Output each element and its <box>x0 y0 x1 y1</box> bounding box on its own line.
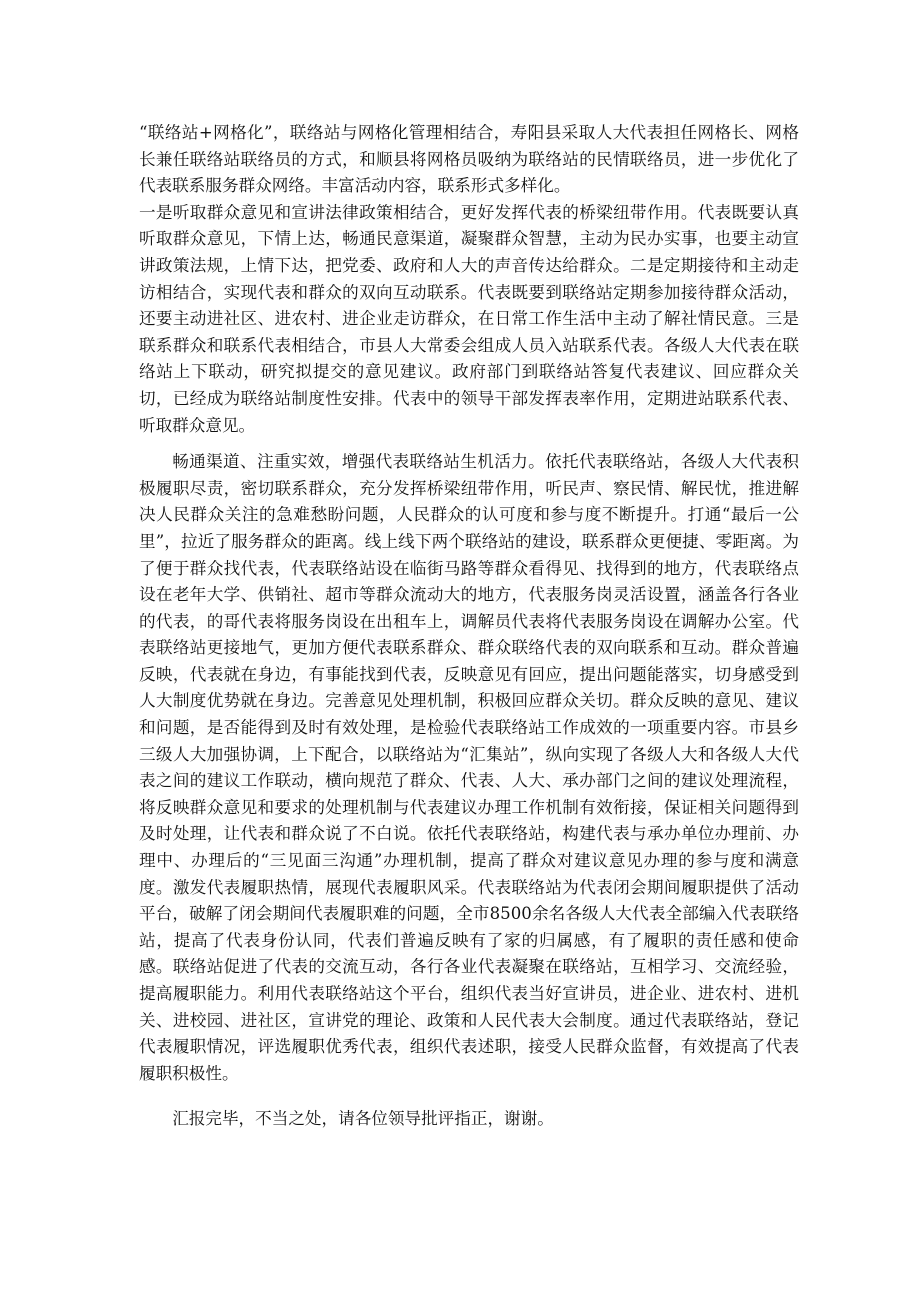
paragraph-activity-forms: 一是听取群众意见和宣讲法律政策相结合，更好发挥代表的桥梁纽带作用。代表既要认真听取群众意见，下情上达，畅通民意渠道，凝聚群众智慧，主动为民办实事，也要主动宣讲政策法规，上情下达，把党委、政府和人大的声音传达给群众。二是定期接待和主动走访相结合，实现代表和群众的双向互动联系。代表既要到联络站定期参加接待群众活动，还要主动进社区、进农村、进企业走访群众，在日常工作生活中主动了解社情民意。三是联系群众和联系代表相结合，市县人大常委会组成人员入站联系代表。各级人大代表在联络站上下联动，研究拟提交的意见建议。政府部门到联络站答复代表建议、回应群众关切，已经成为联络站制度性安排。代表中的领导干部发挥表率作用，定期进站联系代表、听取群众意见。 <box>139 202 799 435</box>
paragraph-network-integration: “联络站+网格化”，联络站与网格化管理相结合，寿阳县采取人大代表担任网格长、网格长兼任联络站联络员的方式，和顺县将网格员吸纳为联络站的民情联络员，进一步优化了代表联系服务群众网络。丰富活动内容，联系形式多样化。 <box>139 123 799 196</box>
document-body <box>139 120 799 1133</box>
paragraph-closing-remarks: 汇报完毕，不当之处，请各位领导批评指正，谢谢。 <box>172 1109 554 1129</box>
paragraph-station-vitality: 畅通渠道、注重实效，增强代表联络站生机活力。依托代表联络站，各级人大代表积极履职尽责，密切联系群众，充分发挥桥梁纽带作用，听民声、察民情、解民忧，推进解决人民群众关注的急难愁盼问题，人民群众的认可度和参与度不断提升。打通“最后一公里”，拉近了服务群众的距离。线上线下两个联络站的建设，联系群众更便捷、零距离。为了便于群众找代表，代表联络站设在临街马路等群众看得见、找得到的地方，代表联络点设在老年大学、供销社、超市等群众流动大的地方，代表服务岗灵活设置，涵盖各行各业的代表，的哥代表将服务岗设在出租车上，调解员代表将代表服务岗设在调解办公室。代表联络站更接地气，更加方便代表联系群众、群众联络代表的双向联系和互动。群众普遍反映，代表就在身边，有事能找到代表，反映意见有回应，提出问题能落实，切身感受到人大制度优势就在身边。完善意见处理机制，积极回应群众关切。群众反映的意见、建议和问题，是否能得到及时有效处理，是检验代表联络站工作成效的一项重要内容。市县乡三级人大加强协调，上下配合，以联络站为“汇集站”，纵向实现了各级人大和各级人大代表之间的建议工作联动，横向规范了群众、代表、人大、承办部门之间的建议处理流程，将反映群众意见和要求的处理机制与代表建议办理工作机制有效衔接，保证相关问题得到及时处理，让代表和群众说了不白说。依托代表联络站，构建代表与承办单位办理前、办理中、办理后的“三见面三沟通”办理机制，提高了群众对建议意见办理的参与度和满意度。激发代表履职热情，展现代表履职风采。代表联络站为代表闭会期间履职提供了活动平台，破解了闭会期间代表履职难的问题，全市8500余名各级人大代表全部编入代表联络站，提高了代表身份认同，代表们普遍反映有了家的归属感，有了履职的责任感和使命感。联络站促进了代表的交流互动，各行各业代表凝聚在联络站，互相学习、交流经验，提高履职能力。利用代表联络站这个平台，组织代表当好宣讲员，进企业、进农村、进机关、进校园、进社区，宣讲党的理论、政策和人民代表大会制度。通过代表联络站，登记代表履职情况，评选履职优秀代表，组织代表述职，接受人民群众监督，有效提高了代表履职积极性。 <box>139 452 799 1083</box>
